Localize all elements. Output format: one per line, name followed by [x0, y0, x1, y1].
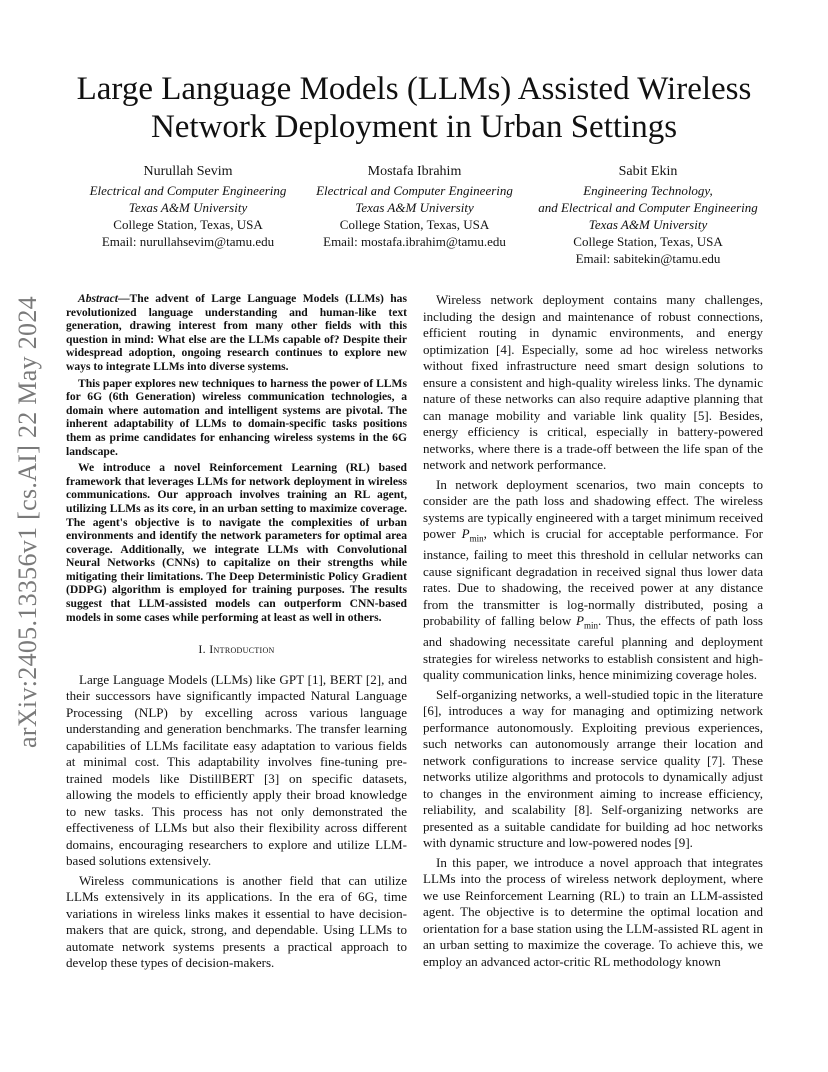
author-city: College Station, Texas, USA: [113, 217, 263, 232]
body-paragraph: Wireless communications is another field that can utilize LLMs extensively in its applications. In the era of 6G, time variations in wireless links makes it essential to have decision-makers that are quick, strong, and dependable. Using LLMs to automate network systems presents a practical approach to develop these types of decision-makers.: [66, 872, 407, 971]
body-paragraph: In network deployment scenarios, two main concepts to consider are the path loss and shadowing effect. The wireless systems are typically engineered with a target minimum received power $P_{min}$, which is crucial for acceptable performance. For instance, failing to meet this threshold in cellular networks can cause significant degradation in received signal thus lower data rates. Due to shadowing, the received power at any distance from the transmitter is log-normally distributed, posing a probability of falling below $P_{min}$. Thus, the effects of path loss and shadowing necessitate careful planning and deployment strategies for wireless networks to establish consistent and high-quality communication links, hence minimizing coverage holes.: [423, 476, 763, 683]
author-name: Sabit Ekin: [618, 164, 678, 179]
author-university: Texas A&M University: [355, 200, 474, 215]
paper-title: Large Language Models (LLMs) Assisted Wireless Network Deployment in Urban Settings: [76, 71, 752, 145]
right-column: [423, 292, 763, 973]
author-email: Email: nurullahsevim@tamu.edu: [101, 234, 275, 249]
author-city: College Station, Texas, USA: [573, 234, 723, 249]
author-department-line-2: and Electrical and Computer Engineering: [538, 200, 758, 215]
author-1: [75, 163, 301, 267]
abstract-paragraph: We introduce a novel Reinforcement Learning (RL) based framework that leverages LLMs for network deployment in wireless communications. Our approach involves training an RL agent, utilizing LLMs as its core, in an urban setting to maximize coverage. The agent's objective is to navigate the complexities of urban environments and identify the network parameters for optimal area coverage. Additionally, we integrate LLMs with Convolutional Neural Networks (CNNs) to capitalize on their strengths while mitigating their limitations. The Deep Deterministic Policy Gradient (DDPG) algorithm is employed for training purposes. The results suggest that LLM-assisted models can outperform CNN-based models in some cases while performing at least as well in others.: [66, 461, 407, 624]
left-column: [66, 292, 407, 975]
author-city: College Station, Texas, USA: [339, 217, 490, 232]
author-department-line-1: Engineering Technology,: [583, 183, 713, 198]
author-university: Texas A&M University: [588, 217, 708, 232]
body-paragraph: In this paper, we introduce a novel approach that integrates LLMs into the process of wireless network deployment, where we use Reinforcement Learning (RL) to train an LLM-assisted agent. The objective is to determine the optimal location and orientation for a base station using the LLM-assisted RL agent in an urban setting to maximize the coverage. To achieve this, we employ an advanced actor-critic RL methodology known: [423, 854, 763, 969]
author-name: Mostafa Ibrahim: [367, 164, 462, 179]
math-pmin: $P_{min}$: [576, 613, 599, 631]
abstract: [66, 292, 407, 624]
author-email: Email: sabitekin@tamu.edu: [575, 251, 721, 266]
author-name: Nurullah Sevim: [143, 164, 233, 179]
math-pmin: $P_{min}$: [461, 526, 484, 544]
section-title: Introduction: [209, 642, 275, 657]
author-department: Electrical and Computer Engineering: [316, 183, 513, 198]
abstract-paragraph: Abstract—The advent of Large Language Models (LLMs) has revolutionized language understanding and human-like text generation, drawing interest from many other fields with this question in mind: What else are the LLMs capable of? Despite their widespread adoption, ongoing research continues to explore new ways to integrate LLMs into diverse systems.: [66, 292, 407, 373]
intro-body-left: [66, 672, 407, 972]
author-university: Texas A&M University: [128, 200, 248, 215]
arxiv-identifier: [13, 287, 43, 757]
section-heading: [66, 641, 407, 658]
arxiv-stamp-text: arXiv:2405.13356v1 [cs.AI] 22 May 2024: [13, 296, 43, 748]
author-department: Electrical and Computer Engineering: [89, 183, 287, 198]
author-block: [60, 163, 768, 267]
section-numeral: I.: [198, 642, 210, 657]
abstract-label: Abstract: [78, 292, 118, 305]
abstract-paragraph: This paper explores new techniques to harness the power of LLMs for 6G (6th Generation) wireless communication technologies, a domain where automation and intelligent systems are pivotal. The inherent adaptability of LLMs to domain-specific tasks positions them as prime candidates for enhancing wireless systems in the 6G landscape.: [66, 376, 407, 458]
body-paragraph: Self-organizing networks, a well-studied topic in the literature [6], introduces a way for managing and optimizing network performance autonomously. Exploiting previous experiences, such networks can autonomously arrange their location and network configurations to increase service quality [7]. These networks utilize algorithms and protocols to dynamically adjust to changes in the environment aiming to increase efficiency, reliability, and scalability [8]. Self-organizing networks are presented as a suitable candidate for building ad hoc networks with dynamic structure and low-powered nodes [9].: [423, 686, 763, 851]
intro-body-right: [423, 292, 763, 970]
body-paragraph: Wireless network deployment contains many challenges, including the design and maintenance of robust connections, efficient routing in dynamic environments, and energy optimization [4]. Especially, some ad hoc wireless networks without fixed infrastructure need smart design solutions to ensure a consistent and high-quality wireless links. The dynamic nature of these networks can also require adaptive planning that can manage mobility and variable link quality [5]. Besides, energy efficiency is critical, especially in battery-powered networks, where there is a trade-off between the life span of the network and network performance.: [423, 292, 763, 472]
author-email: Email: mostafa.ibrahim@tamu.edu: [323, 234, 506, 249]
body-paragraph: Large Language Models (LLMs) like GPT [1], BERT [2], and their successors have significantly impacted Natural Language Processing (NLP) by excelling across various language understanding and generation benchmarks. The transfer learning capabilities of LLMs facilitate easy adaptation to various fields at minimal cost. This adaptability involves fine-tuning pre-trained models like DistillBERT [3] on specific datasets, allowing the models to efficiently apply their broad knowledge to new tasks. This process has not only demonstrated the effectiveness of LLMs but also their flexibility across different domains, encouraging researchers to explore and utilize LLM-based solutions extensively.: [66, 671, 407, 869]
author-3: [528, 163, 768, 267]
author-2: [302, 163, 528, 267]
